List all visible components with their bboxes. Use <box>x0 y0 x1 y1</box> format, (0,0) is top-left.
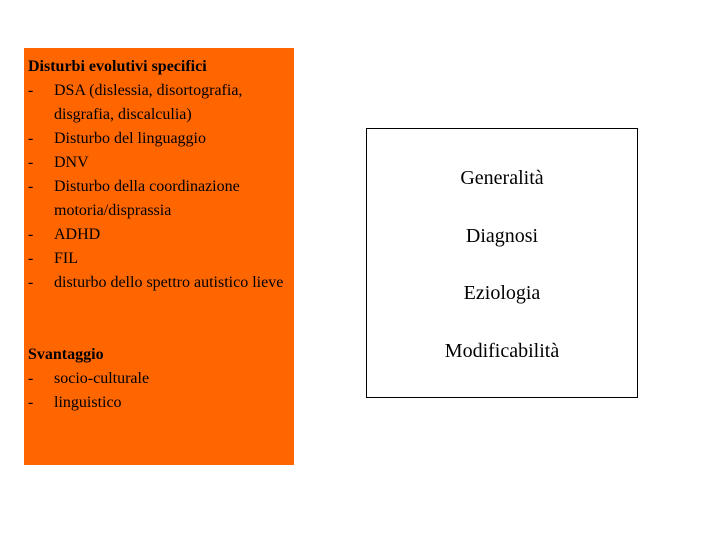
list-dash: - <box>28 154 34 171</box>
list-item <box>28 127 290 151</box>
list-item <box>28 223 290 247</box>
list-item <box>28 271 290 295</box>
list-dash: - <box>28 394 34 411</box>
list-dash: - <box>28 82 34 99</box>
list-item-text: Disturbo del linguaggio <box>54 130 206 147</box>
list-item <box>28 79 290 127</box>
list-item-text: disturbo dello spettro autistico lieve <box>54 274 284 291</box>
list-item <box>28 247 290 271</box>
svantaggio-list <box>28 367 290 415</box>
list-item-text: DSA (dislessia, disortografia, disgrafia, discalculia) <box>54 82 243 123</box>
list-dash: - <box>28 370 34 387</box>
list-item <box>28 175 290 223</box>
list-dash: - <box>28 250 34 267</box>
list-item <box>28 391 290 415</box>
section-title-svantaggio: Svantaggio <box>28 346 104 363</box>
list-item-text: Disturbo della coordinazione motoria/disprassia <box>54 178 240 219</box>
topic-eziologia: Eziologia <box>463 282 541 304</box>
topics-box <box>366 128 638 398</box>
orange-panel <box>24 48 294 465</box>
section-title-disturbi: Disturbi evolutivi specifici <box>28 58 207 75</box>
list-dash: - <box>28 178 34 195</box>
list-item-text: linguistico <box>54 394 122 411</box>
topic-generalita: Generalità <box>460 167 544 189</box>
topic-diagnosi: Diagnosi <box>465 225 539 247</box>
section-spacer <box>28 295 290 343</box>
list-item-text: FIL <box>54 250 78 267</box>
list-dash: - <box>28 226 34 243</box>
list-item-text: ADHD <box>54 226 101 243</box>
list-item <box>28 367 290 391</box>
list-item-text: DNV <box>54 154 89 171</box>
disturbi-list <box>28 79 290 295</box>
list-dash: - <box>28 274 34 291</box>
topic-modificabilita: Modificabilità <box>444 340 560 362</box>
list-dash: - <box>28 130 34 147</box>
list-item <box>28 151 290 175</box>
list-item-text: socio-culturale <box>54 370 150 387</box>
